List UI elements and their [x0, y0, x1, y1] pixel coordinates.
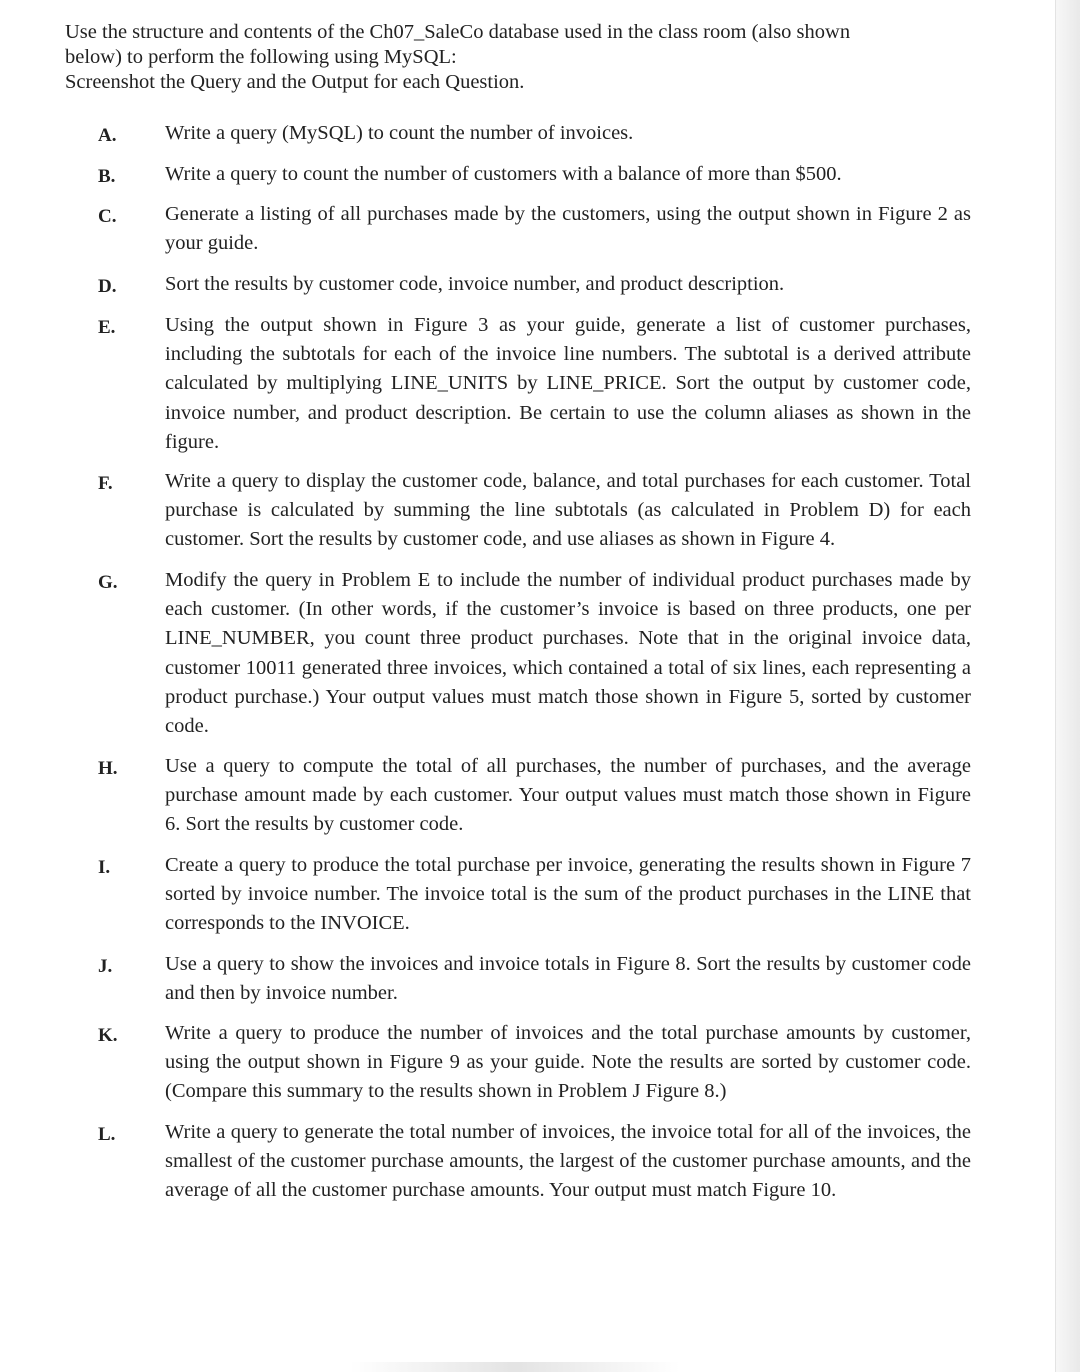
question-letter: G. — [98, 572, 118, 593]
question-letter: L. — [98, 1124, 116, 1145]
question-letter: I. — [98, 857, 111, 878]
question-text: Write a query to display the customer code, balance, and total purchases for each customer. Total purchase is calculated by summing the line subtotals (as calculated in Problem D) for each customer. Sort the results by customer code, and use aliases as shown in Figure 4. — [165, 470, 971, 551]
question-letter: D. — [98, 276, 117, 297]
question-letter: C. — [98, 206, 117, 227]
question-text: Write a query (MySQL) to count the number of invoices. — [165, 122, 634, 144]
question-letter: J. — [98, 956, 113, 977]
question-letter: A. — [98, 125, 117, 146]
question-text: Modify the query in Problem E to include the number of individual product purchases made by each customer. (In other words, if the customer’s invoice is based on three products, one per LINE_NUMBER, you count three product purchases. Note that in the original invoice data, customer 10011 generated three invoices, which contained a total of six lines, each representing a product purchase.) Your output values must match those shown in Figure 5, sorted by customer code. — [165, 569, 971, 738]
question-letter: H. — [98, 758, 118, 779]
question-text: Using the output shown in Figure 3 as your guide, generate a list of customer purchases, including the subtotals for each of the invoice line numbers. The subtotal is a derived attribute calculated by multiplying LINE_UNITS by LINE_PRICE. Sort the output by customer code, invoice number, and product description. Be certain to use the column aliases as shown in the figure. — [165, 314, 971, 453]
question-letter: E. — [98, 317, 116, 338]
question-letter: F. — [98, 473, 113, 494]
question-text: Sort the results by customer code, invoice number, and product description. — [165, 273, 785, 295]
question-text: Write a query to generate the total number of invoices, the invoice total for all of the invoices, the smallest of the customer purchase amounts, the largest of the customer purchase amounts, and the average of all the customer purchase amounts. Your output must match Figure 10. — [165, 1121, 971, 1202]
instructions-line-2: below) to perform the following using MySQL: — [65, 46, 457, 68]
instructions-line-1: Use the structure and contents of the Ch07_SaleCo database used in the class room (also shown — [65, 21, 851, 43]
question-text: Write a query to count the number of customers with a balance of more than $500. — [165, 163, 842, 185]
instructions — [65, 20, 965, 95]
question-text: Use a query to compute the total of all purchases, the number of purchases, and the average purchase amount made by each customer. Your output values must match those shown in Figure 6. Sort the results by customer code. — [165, 755, 971, 836]
page-bottom-shadow — [350, 1362, 680, 1372]
question-text: Write a query to produce the number of invoices and the total purchase amounts by customer, using the output shown in Figure 9 as your guide. Note the results are sorted by customer code. (Compare this summary to the results shown in Problem J Figure 8.) — [165, 1022, 971, 1103]
question-letter: K. — [98, 1025, 118, 1046]
question-letter: B. — [98, 166, 116, 187]
instructions-line-3: Screenshot the Query and the Output for each Question. — [65, 71, 525, 93]
question-text: Create a query to produce the total purchase per invoice, generating the results shown in Figure 7 sorted by invoice number. The invoice total is the sum of the product purchases in the LINE that corresponds to the INVOICE. — [165, 854, 971, 935]
question-text: Use a query to show the invoices and invoice totals in Figure 8. Sort the results by customer code and then by invoice number. — [165, 953, 971, 1005]
page-edge-shadow — [1055, 0, 1080, 1372]
question-text: Generate a listing of all purchases made by the customers, using the output shown in Figure 2 as your guide. — [165, 203, 971, 255]
